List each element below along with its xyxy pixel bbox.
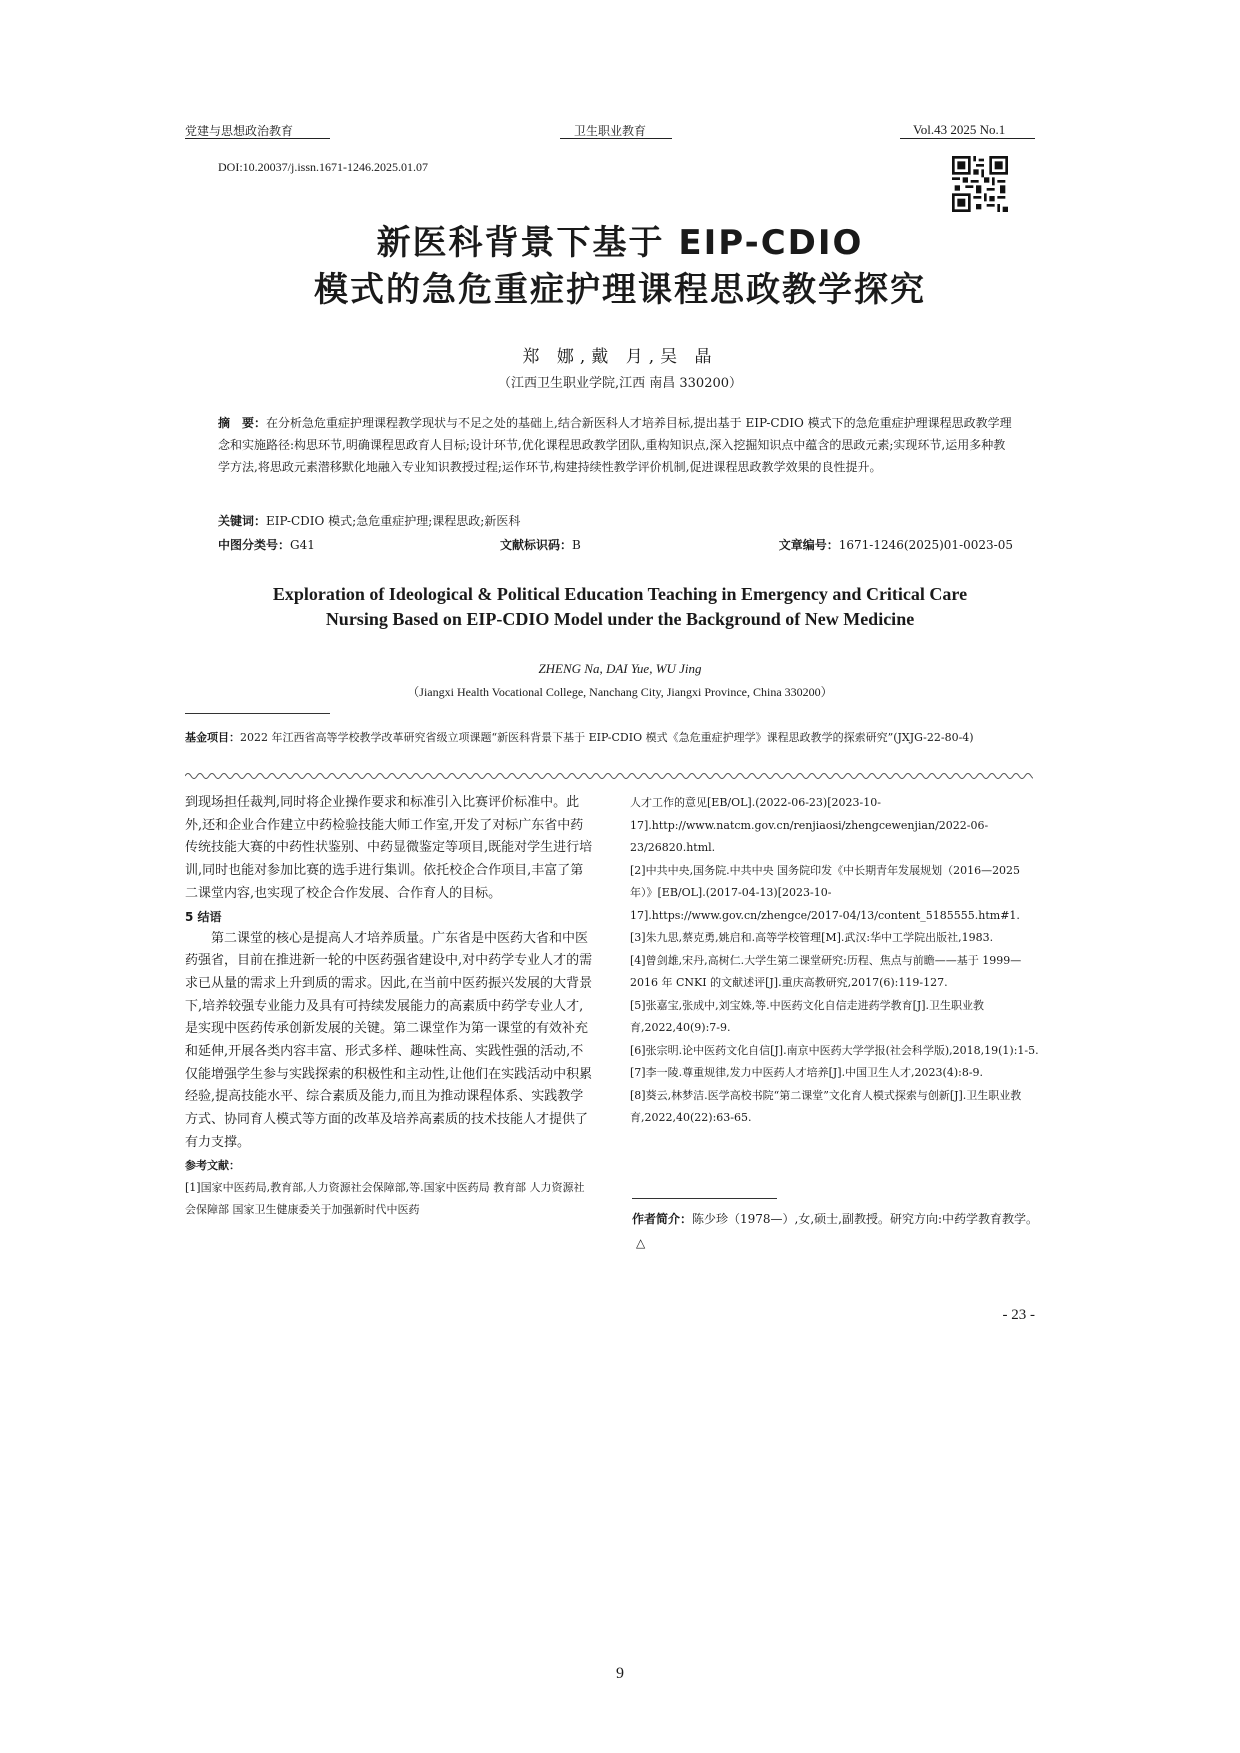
keywords xyxy=(218,510,1013,532)
reference-item: [5]张嘉宝,张成中,刘宝姝,等.中医药文化自信走进药学教育[J].卫生职业教育,2022,40(9):7-9. xyxy=(630,998,985,1034)
right-column xyxy=(630,792,1040,1130)
fund-note xyxy=(185,728,1035,748)
english-title-line-1: Exploration of Ideological & Political Education Teaching in Emergency and Critical Care xyxy=(272,584,968,604)
doi: DOI:10.20037/j.issn.1671-1246.2025.01.07 xyxy=(218,160,428,174)
reference-item: [1]国家中医药局,教育部,人力资源社会保障部,等.国家中医药局 教育部 人力资源社会保障部 国家卫生健康委关于加强新时代中医药 xyxy=(185,1180,585,1217)
journal-section: 党建与思想政治教育 xyxy=(185,124,294,138)
references-heading: 参考文献： xyxy=(185,1158,240,1172)
left-column xyxy=(185,792,595,1222)
section-heading: 5 结语 xyxy=(185,909,222,924)
journal-volume: Vol.43 2025 No.1 xyxy=(913,122,1006,137)
bio-rule xyxy=(632,1198,777,1199)
english-affiliation: （Jiangxi Health Vocational College, Nanchang City, Jiangxi Province, China 330200） xyxy=(407,685,833,699)
bio-label: 作者简介： xyxy=(632,1212,693,1226)
affiliation: （江西卫生职业学院,江西 南昌 330200） xyxy=(497,376,743,391)
header-rule-left xyxy=(185,138,330,139)
header-rule-right xyxy=(900,138,1035,139)
reference-item: [8]葵云,林梦洁.医学高校书院“第二课堂”文化育人模式探索与创新[J].卫生职业教育,2022,40(22):63-65. xyxy=(630,1088,1022,1124)
body-paragraph: 第二课堂的核心是提高人才培养质量。广东省是中医药大省和中医药强省，目前在推进新一轮的中医药强省建设中,对中药学专业人才的需求已从量的需求上升到质的需求。因此,在当前中医药振兴发展的大背景下,培养较强专业能力及具有可持续发展能力的高素质中药学专业人才,是实现中医药传承创新发展的关键。第二课堂作为第一课堂的有效补充和延伸,开展各类内容丰富、形式多样、趣味性高、实践性强的活动,不仅能增强学生参与实践探索的积极性和主动性,让他们在实践活动中积累经验,提高技能水平、综合素质及能力,而且为推动课程体系、实践教学方式、协同育人模式等方面的改革及培养高素质的技术技能人才提供了有力支撑。 xyxy=(185,930,593,1150)
title-line-1: 新医科背景下基于 EIP-CDIO xyxy=(376,223,864,263)
qr-code-icon xyxy=(952,156,1008,212)
reference-item: [4]曾剑雄,宋丹,高树仁.大学生第二课堂研究:历程、焦点与前瞻——基于 1999—2016 年 CNKI 的文献述评[J].重庆高教研究,2017(6):119-127. xyxy=(630,953,1022,989)
end-mark-icon: △ xyxy=(636,1236,646,1250)
keywords-text: EIP-CDIO 模式;急危重症护理;课程思政;新医科 xyxy=(266,514,521,528)
page-number: - 23 - xyxy=(1002,1307,1035,1323)
keywords-label: 关键词： xyxy=(218,514,267,528)
body-paragraph: 到现场担任裁判,同时将企业操作要求和标准引入比赛评价标准中。此外,还和企业合作建立中药检验技能大师工作室,开发了对标广东省中药传统技能大赛的中药性状鉴别、中药显微鉴定等项目,既能对学生进行培训,同时也能对参加比赛的选手进行集训。依托校企合作项目,丰富了第二课堂内容,也实现了校企合作发展、合作育人的目标。 xyxy=(185,795,593,901)
reference-item: [6]张宗明.论中医药文化自信[J].南京中医药大学学报(社会科学版),2018,19(1):1-5. xyxy=(630,1043,1039,1057)
reference-item: [7]李一陵.尊重规律,发力中医药人才培养[J].中国卫生人才,2023(4):8-9. xyxy=(630,1066,984,1079)
article-no-value: 1671-1246(2025)01-0023-05 xyxy=(838,538,1013,552)
reference-item: 人才工作的意见[EB/OL].(2022-06-23)[2023-10-17].http://www.natcm.gov.cn/renjiaosi/zhengcewenjian/2022-06-23/26820.html. xyxy=(630,796,989,854)
header-rule-center xyxy=(560,138,672,139)
author-bio xyxy=(632,1207,1042,1255)
abstract xyxy=(218,412,1013,478)
title-line-2: 模式的急危重症护理课程思政教学探究 xyxy=(314,270,926,310)
english-authors: ZHENG Na, DAI Yue, WU Jing xyxy=(538,661,702,676)
fund-label: 基金项目： xyxy=(185,731,240,744)
abstract-label: 摘 要： xyxy=(218,416,267,430)
doc-code-value: B xyxy=(572,538,581,552)
reference-item: [2]中共中央,国务院.中共中央 国务院印发《中长期青年发展规划（2016—2025 年）》[EB/OL].(2017-04-13)[2023-10-17].https://www.gov.cn/zhengce/2017-04/13/content_5185555.htm#1. xyxy=(630,863,1021,922)
english-title-line-2: Nursing Based on EIP-CDIO Model under the Background of New Medicine xyxy=(325,609,915,629)
clc-label: 中图分类号： xyxy=(218,538,291,552)
reference-item: [3]朱九思,蔡克勇,姚启和.高等学校管理[M].武汉:华中工学院出版社,1983. xyxy=(630,931,994,944)
fund-text: 2022 年江西省高等学校教学改革研究省级立项课题“新医科背景下基于 EIP-CDIO 模式《急危重症护理学》课程思政教学的探索研究”(JXJG-22-80-4) xyxy=(240,731,974,744)
journal-name: 卫生职业教育 xyxy=(574,124,647,138)
doc-code-label: 文献标识码： xyxy=(500,538,573,552)
wavy-divider xyxy=(185,771,1033,781)
clc-value: G41 xyxy=(290,538,315,552)
bottom-page-number: 9 xyxy=(616,1665,624,1682)
fund-rule xyxy=(185,713,330,714)
bio-text: 陈少珍（1978—）,女,硕士,副教授。研究方向:中药学教育教学。 xyxy=(692,1212,1039,1226)
article-no-label: 文章编号： xyxy=(778,538,839,552)
authors: 郑 娜,戴 月,吴 晶 xyxy=(522,347,718,367)
abstract-text: 在分析急危重症护理课程教学现状与不足之处的基础上,结合新医科人才培养目标,提出基于 EIP-CDIO 模式下的急危重症护理课程思政教学理念和实施路径:构思环节,明确课程思政育人目标;设计环节,优化课程思政教学团队,重构知识点,深入挖掘知识点中蕴含的思政元素;实现环节,运用多种教学方法,将思政元素潜移默化地融入专业知识教授过程;运作环节,构建持续性教学评价机制,促进课程思政教学效果的良性提升。 xyxy=(218,416,1012,474)
